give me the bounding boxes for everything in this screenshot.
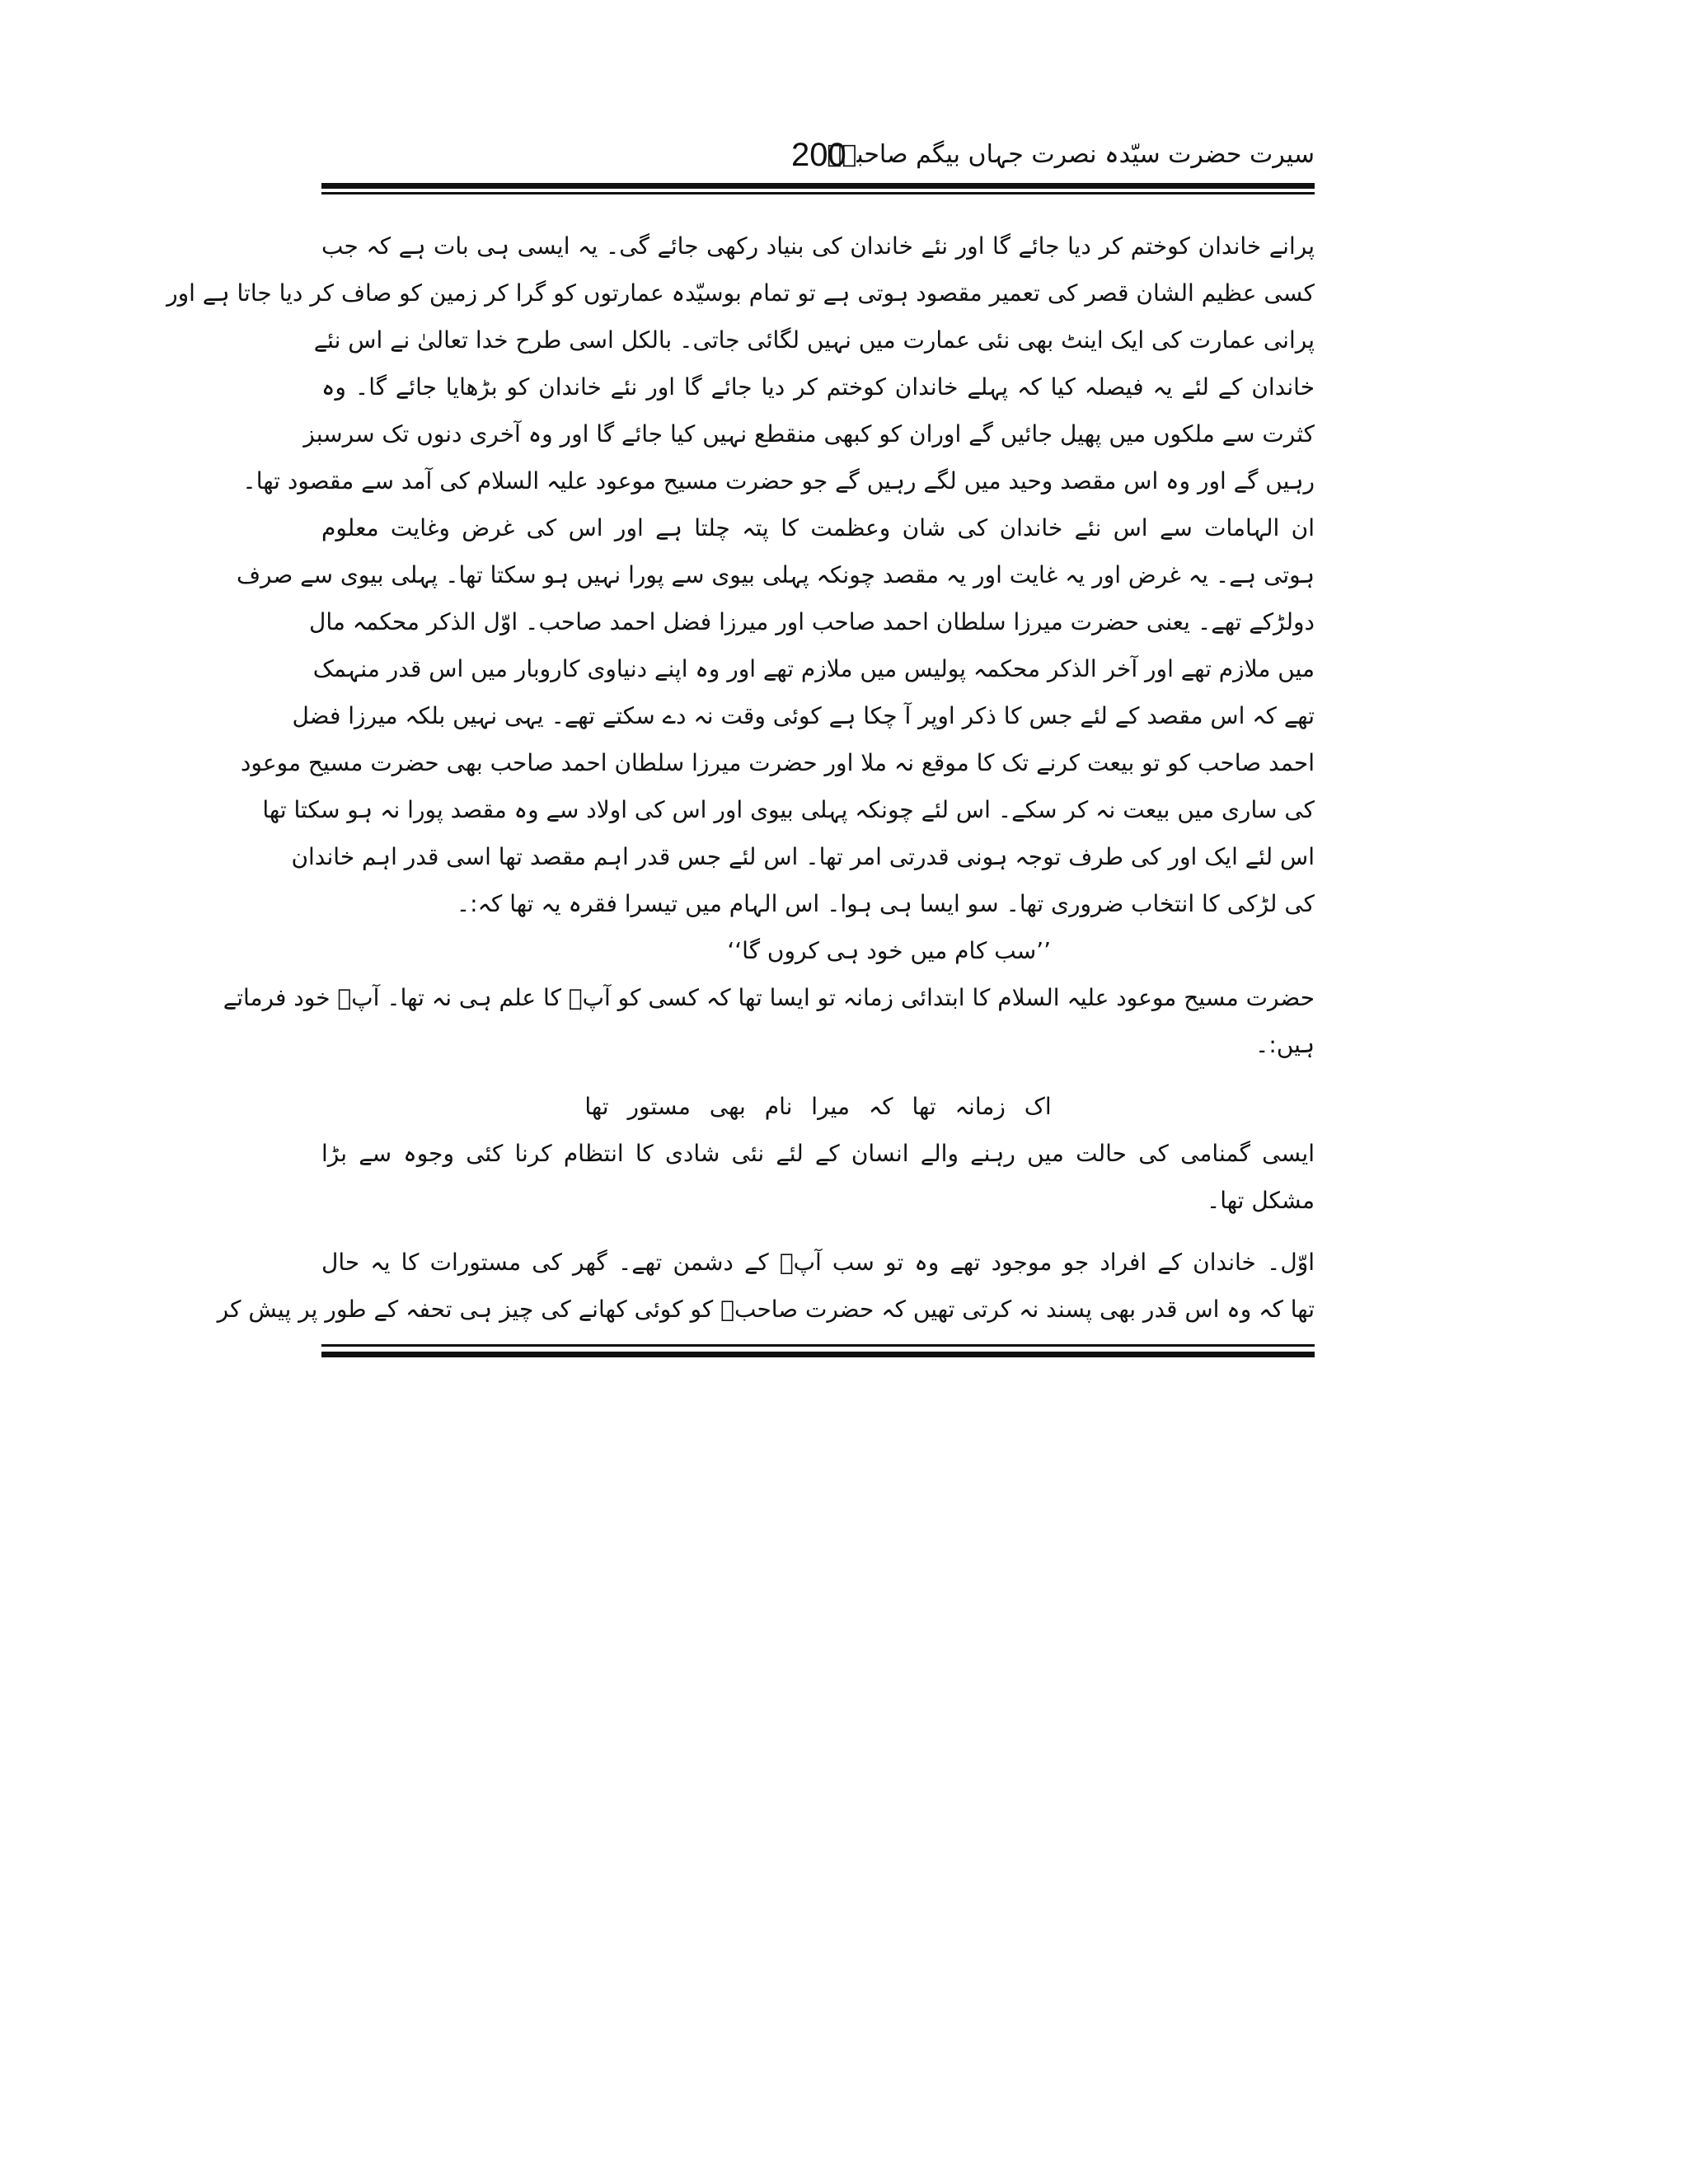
- text-line: پرانے خاندان کوختم کر دیا جائے گا اور نئے خاندان کی بنیاد رکھی جائے گی۔ یہ ایسی ہی بات ہے کہ جب: [321, 232, 1315, 260]
- text-line: کسی عظیم الشان قصر کی تعمیر مقصود ہوتی ہے تو تمام بوسیّدہ عمارتوں کو گرا کر زمین کو صاف کر دیا جاتا ہے اور: [166, 279, 1315, 307]
- page-body: [166, 223, 1315, 1333]
- header-rule-thick: [321, 183, 1315, 189]
- text-line: کی ساری میں بیعت نہ کر سکے۔ اس لئے چونکہ پہلی بیوی اور اس کی اولاد سے وہ مقصد پورا نہ ہو سکتا تھا: [262, 796, 1315, 823]
- footer-rule-thick: [321, 1352, 1315, 1357]
- page-header: [321, 132, 1315, 181]
- text-line: کی لڑکی کا انتخاب ضروری تھا۔ سو ایسا ہی ہوا۔ اس الہام میں تیسرا فقرہ یہ تھا کہ:۔: [456, 890, 1315, 917]
- text-line: اس لئے ایک اور کی طرف توجہ ہونی قدرتی امر تھا۔ اس لئے جس قدر اہم مقصد تھا اسی قدر اہم خاندان: [291, 843, 1315, 870]
- spacer: [321, 1068, 1315, 1083]
- text-line: احمد صاحب کو تو بیعت کرنے تک کا موقع نہ ملا اور حضرت میرزا سلطان احمد صاحب بھی حضرت مسیح موعود: [240, 749, 1315, 776]
- text-line: رہیں گے اور وہ اس مقصد وحید میں لگے رہیں گے جو حضرت مسیح موعود علیہ السلام کی آمد سے مقصود تھا۔: [242, 467, 1315, 494]
- header-rule-thin: [321, 192, 1315, 194]
- text-line: خاندان کے لئے یہ فیصلہ کیا کہ پہلے خاندان کوختم کر دیا جائے گا اور نئے خاندان کو بڑھایا جائے گا۔ وہ: [321, 373, 1315, 401]
- quoted-line: ’’سب کام میں خود ہی کروں گا‘‘: [727, 937, 1051, 964]
- text-line: ہوتی ہے۔ یہ غرض اور یہ غایت اور یہ مقصد چونکہ پہلی بیوی سے پورا نہیں ہو سکتا تھا۔ پہلی بیوی سے صرف: [236, 561, 1315, 588]
- spacer: [321, 1224, 1315, 1239]
- text-line: ہیں:۔: [1254, 1031, 1315, 1058]
- page-number: 200: [791, 137, 846, 173]
- text-line: پرانی عمارت کی ایک اینٹ بھی نئی عمارت میں نہیں لگائی جاتی۔ بالکل اسی طرح خدا تعالیٰ نے اس نئے: [313, 326, 1315, 354]
- text-line: تھے کہ اس مقصد کے لئے جس کا ذکر اوپر آ چکا ہے کوئی وقت نہ دے سکتے تھے۔ یہی نہیں بلکہ میرزا فضل: [292, 702, 1315, 729]
- text-line: مشکل تھا۔: [1206, 1187, 1315, 1214]
- text-line: تھا کہ وہ اس قدر بھی پسند نہ کرتی تھیں کہ حضرت صاحبؑ کو کوئی کھانے کی چیز ہی تحفہ کے طور پر پیش کر: [217, 1296, 1315, 1323]
- running-title: سیرت حضرت سیّدہ نصرت جہاں بیگم صاحبہؓ: [827, 140, 1315, 169]
- text-line: حضرت مسیح موعود علیہ السلام کا ابتدائی زمانہ تو ایسا تھا کہ کسی کو آپؑ کا علم ہی نہ تھا۔ آپؑ خود فرماتے: [223, 984, 1315, 1011]
- text-line: ان الہامات سے اس نئے خاندان کی شان وعظمت کا پتہ چلتا ہے اور اس کی غرض وغایت معلوم: [321, 514, 1315, 541]
- verse-line: اک زمانہ تھا کہ میرا نام بھی مستور تھا: [584, 1093, 1052, 1120]
- footer-rule-thin: [321, 1344, 1315, 1347]
- text-line: اوّل۔ خاندان کے افراد جو موجود تھے وہ تو سب آپؑ کے دشمن تھے۔ گھر کی مستورات کا یہ حال: [321, 1249, 1315, 1276]
- text-line: ایسی گمنامی کی حالت میں رہنے والے انسان کے لئے نئی شادی کا انتظام کرنا کئی وجوہ سے بڑا: [321, 1140, 1315, 1167]
- text-line: کثرت سے ملکوں میں پھیل جائیں گے اوران کو کبھی منقطع نہیں کیا جائے گا اور وہ آخری دنوں تک سرسبز: [303, 420, 1315, 448]
- text-line: دولڑکے تھے۔ یعنی حضرت میرزا سلطان احمد صاحب اور میرزا فضل احمد صاحب۔ اوّل الذکر محکمہ مال: [309, 608, 1315, 635]
- text-line: میں ملازم تھے اور آخر الذکر محکمہ پولیس میں ملازم تھے اور وہ اپنے دنیاوی کاروبار میں اس قدر منہمک: [312, 655, 1315, 682]
